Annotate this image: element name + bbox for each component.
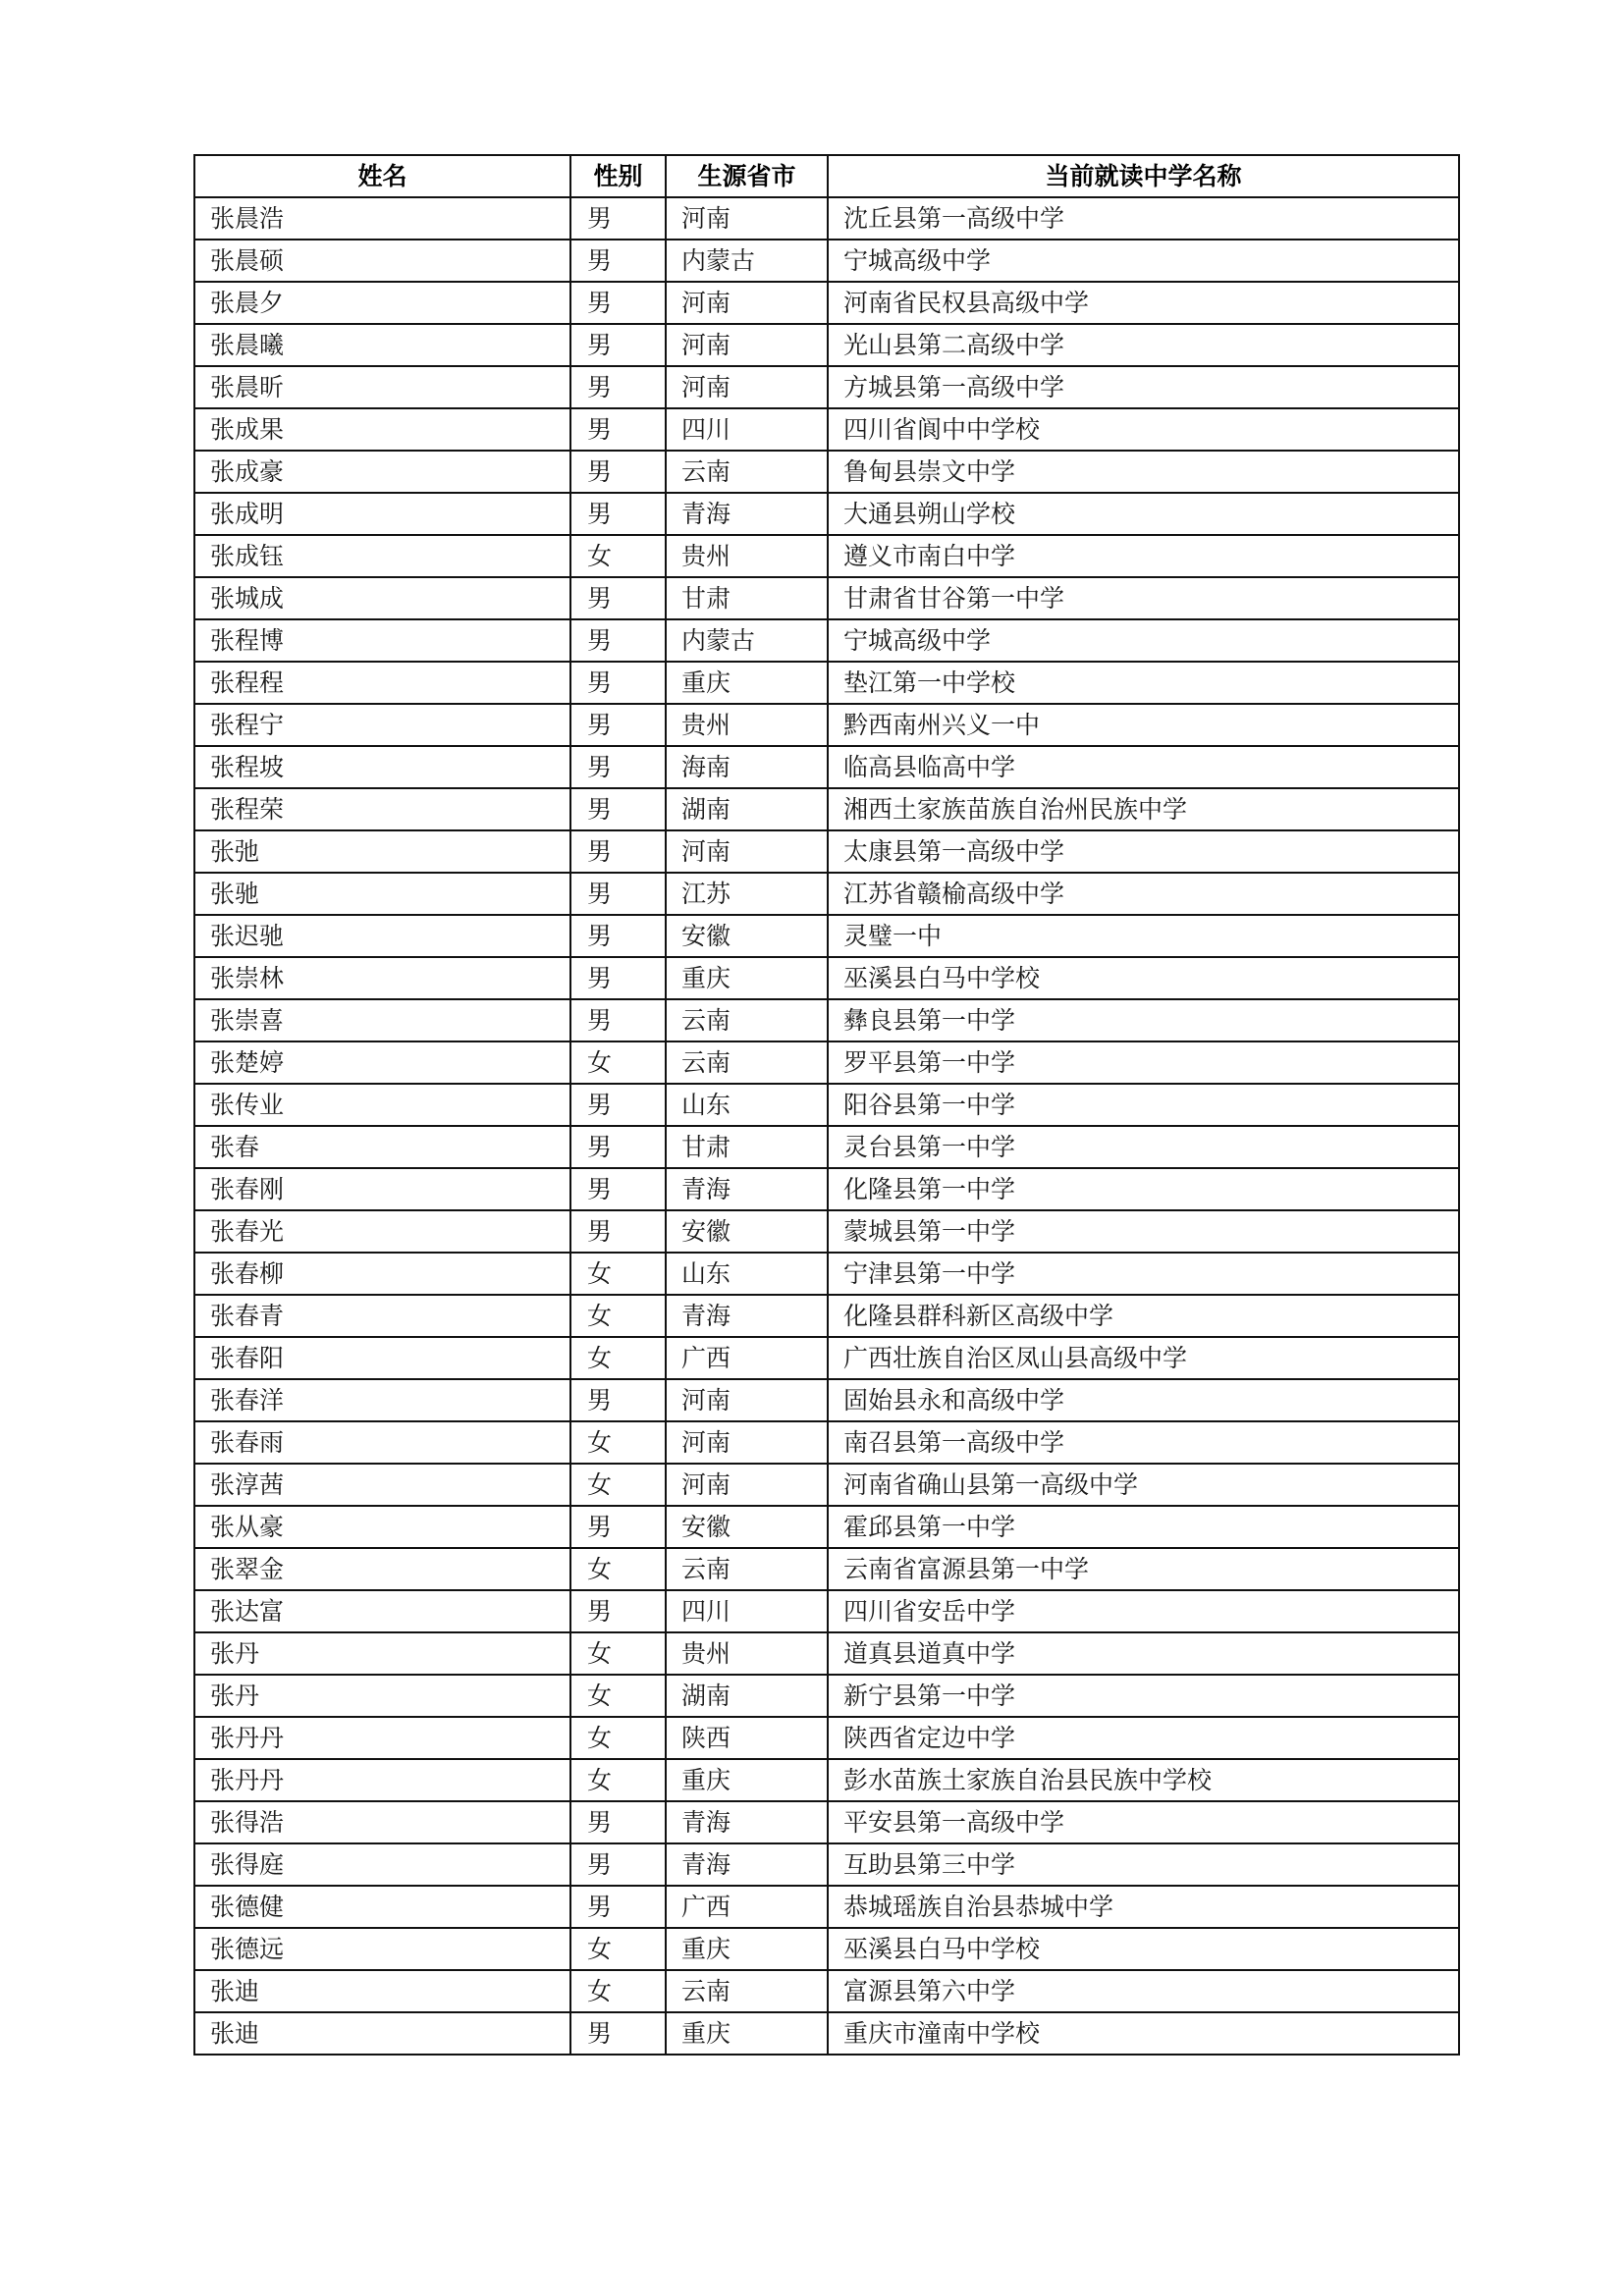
cell-gender: 男: [570, 704, 666, 746]
table-row: [194, 1928, 1459, 1970]
table-row: [194, 830, 1459, 873]
cell-name: 张淳茜: [194, 1464, 570, 1506]
cell-name: 张崇林: [194, 957, 570, 999]
cell-gender: 女: [570, 1041, 666, 1084]
cell-province: 陕西: [666, 1717, 828, 1759]
cell-province: 河南: [666, 1464, 828, 1506]
cell-school: 巫溪县白马中学校: [828, 957, 1459, 999]
table-row: [194, 1421, 1459, 1464]
table-body: [194, 197, 1459, 2055]
cell-province: 云南: [666, 1548, 828, 1590]
cell-school: 罗平县第一中学: [828, 1041, 1459, 1084]
cell-name: 张丹丹: [194, 1717, 570, 1759]
cell-gender: 男: [570, 493, 666, 535]
table-row: [194, 915, 1459, 957]
table-row: [194, 873, 1459, 915]
table-row: [194, 999, 1459, 1041]
cell-province: 江苏: [666, 873, 828, 915]
table-row: [194, 1759, 1459, 1801]
cell-province: 甘肃: [666, 577, 828, 619]
cell-province: 贵州: [666, 1632, 828, 1675]
table-header-row: [194, 155, 1459, 197]
table-row: [194, 1590, 1459, 1632]
cell-province: 河南: [666, 1379, 828, 1421]
cell-school: 鲁甸县崇文中学: [828, 451, 1459, 493]
cell-province: 河南: [666, 830, 828, 873]
student-roster-table: [193, 154, 1460, 2056]
cell-province: 四川: [666, 408, 828, 451]
cell-name: 张翠金: [194, 1548, 570, 1590]
cell-gender: 男: [570, 1126, 666, 1168]
cell-name: 张成明: [194, 493, 570, 535]
table-row: [194, 1337, 1459, 1379]
table-row: [194, 704, 1459, 746]
cell-school: 河南省民权县高级中学: [828, 282, 1459, 324]
table-row: [194, 282, 1459, 324]
cell-province: 贵州: [666, 535, 828, 577]
cell-province: 安徽: [666, 1210, 828, 1253]
cell-gender: 女: [570, 1717, 666, 1759]
cell-school: 陕西省定边中学: [828, 1717, 1459, 1759]
cell-province: 青海: [666, 1801, 828, 1843]
cell-gender: 男: [570, 1210, 666, 1253]
cell-school: 沈丘县第一高级中学: [828, 197, 1459, 240]
cell-school: 道真县道真中学: [828, 1632, 1459, 1675]
cell-name: 张程坡: [194, 746, 570, 788]
header-gender: 性别: [570, 155, 666, 197]
cell-school: 恭城瑶族自治县恭城中学: [828, 1886, 1459, 1928]
cell-name: 张春阳: [194, 1337, 570, 1379]
cell-school: 临高县临高中学: [828, 746, 1459, 788]
cell-school: 巫溪县白马中学校: [828, 1928, 1459, 1970]
cell-gender: 男: [570, 1590, 666, 1632]
cell-name: 张得浩: [194, 1801, 570, 1843]
table-row: [194, 1379, 1459, 1421]
cell-school: 方城县第一高级中学: [828, 366, 1459, 408]
cell-province: 重庆: [666, 2012, 828, 2055]
cell-gender: 女: [570, 1632, 666, 1675]
cell-name: 张春光: [194, 1210, 570, 1253]
cell-province: 广西: [666, 1337, 828, 1379]
cell-school: 江苏省赣榆高级中学: [828, 873, 1459, 915]
cell-gender: 男: [570, 282, 666, 324]
cell-gender: 男: [570, 408, 666, 451]
cell-gender: 男: [570, 830, 666, 873]
cell-province: 河南: [666, 1421, 828, 1464]
cell-name: 张程程: [194, 662, 570, 704]
table-row: [194, 451, 1459, 493]
table-row: [194, 1295, 1459, 1337]
cell-gender: 女: [570, 1295, 666, 1337]
cell-school: 灵台县第一中学: [828, 1126, 1459, 1168]
table-row: [194, 1210, 1459, 1253]
cell-gender: 男: [570, 577, 666, 619]
table-row: [194, 1506, 1459, 1548]
cell-name: 张德远: [194, 1928, 570, 1970]
cell-school: 平安县第一高级中学: [828, 1801, 1459, 1843]
cell-gender: 女: [570, 1548, 666, 1590]
cell-name: 张传业: [194, 1084, 570, 1126]
cell-province: 青海: [666, 1168, 828, 1210]
table-row: [194, 240, 1459, 282]
table-row: [194, 1041, 1459, 1084]
cell-school: 蒙城县第一中学: [828, 1210, 1459, 1253]
cell-school: 大通县朔山学校: [828, 493, 1459, 535]
cell-province: 重庆: [666, 1759, 828, 1801]
cell-gender: 女: [570, 535, 666, 577]
cell-name: 张崇喜: [194, 999, 570, 1041]
cell-gender: 男: [570, 1084, 666, 1126]
table-row: [194, 408, 1459, 451]
cell-gender: 男: [570, 957, 666, 999]
cell-province: 山东: [666, 1084, 828, 1126]
cell-school: 富源县第六中学: [828, 1970, 1459, 2012]
cell-school: 四川省阆中中学校: [828, 408, 1459, 451]
cell-province: 山东: [666, 1253, 828, 1295]
cell-province: 青海: [666, 1295, 828, 1337]
cell-gender: 男: [570, 451, 666, 493]
cell-name: 张迪: [194, 2012, 570, 2055]
cell-name: 张迪: [194, 1970, 570, 2012]
cell-province: 贵州: [666, 704, 828, 746]
table-row: [194, 1126, 1459, 1168]
cell-school: 广西壮族自治区凤山县高级中学: [828, 1337, 1459, 1379]
cell-province: 内蒙古: [666, 619, 828, 662]
cell-school: 太康县第一高级中学: [828, 830, 1459, 873]
cell-name: 张德健: [194, 1886, 570, 1928]
table-row: [194, 324, 1459, 366]
cell-school: 化隆县群科新区高级中学: [828, 1295, 1459, 1337]
cell-gender: 男: [570, 746, 666, 788]
cell-name: 张春雨: [194, 1421, 570, 1464]
cell-province: 甘肃: [666, 1126, 828, 1168]
cell-school: 化隆县第一中学: [828, 1168, 1459, 1210]
cell-name: 张弛: [194, 830, 570, 873]
cell-name: 张晨曦: [194, 324, 570, 366]
cell-name: 张丹: [194, 1632, 570, 1675]
cell-gender: 男: [570, 324, 666, 366]
cell-name: 张春洋: [194, 1379, 570, 1421]
cell-name: 张丹丹: [194, 1759, 570, 1801]
table-row: [194, 493, 1459, 535]
cell-gender: 女: [570, 1928, 666, 1970]
cell-name: 张迟驰: [194, 915, 570, 957]
cell-gender: 男: [570, 915, 666, 957]
cell-gender: 男: [570, 873, 666, 915]
table-row: [194, 1548, 1459, 1590]
table-row: [194, 746, 1459, 788]
table-row: [194, 619, 1459, 662]
table-row: [194, 1168, 1459, 1210]
cell-school: 重庆市潼南中学校: [828, 2012, 1459, 2055]
cell-name: 张春青: [194, 1295, 570, 1337]
cell-name: 张驰: [194, 873, 570, 915]
cell-province: 河南: [666, 197, 828, 240]
cell-province: 云南: [666, 1041, 828, 1084]
cell-gender: 男: [570, 366, 666, 408]
cell-gender: 女: [570, 1421, 666, 1464]
cell-province: 青海: [666, 1843, 828, 1886]
cell-gender: 男: [570, 197, 666, 240]
cell-province: 青海: [666, 493, 828, 535]
cell-school: 黔西南州兴义一中: [828, 704, 1459, 746]
cell-gender: 男: [570, 1379, 666, 1421]
table-row: [194, 662, 1459, 704]
cell-school: 垫江第一中学校: [828, 662, 1459, 704]
cell-school: 甘肃省甘谷第一中学: [828, 577, 1459, 619]
table-row: [194, 1084, 1459, 1126]
header-province: 生源省市: [666, 155, 828, 197]
cell-name: 张春: [194, 1126, 570, 1168]
table-row: [194, 1632, 1459, 1675]
cell-province: 云南: [666, 999, 828, 1041]
table-row: [194, 1970, 1459, 2012]
cell-province: 重庆: [666, 1928, 828, 1970]
cell-gender: 男: [570, 662, 666, 704]
cell-gender: 女: [570, 1253, 666, 1295]
table-row: [194, 366, 1459, 408]
table-row: [194, 1886, 1459, 1928]
cell-gender: 女: [570, 1675, 666, 1717]
cell-province: 内蒙古: [666, 240, 828, 282]
cell-school: 彝良县第一中学: [828, 999, 1459, 1041]
cell-province: 安徽: [666, 915, 828, 957]
cell-school: 云南省富源县第一中学: [828, 1548, 1459, 1590]
cell-school: 南召县第一高级中学: [828, 1421, 1459, 1464]
cell-school: 宁城高级中学: [828, 619, 1459, 662]
table-row: [194, 197, 1459, 240]
cell-name: 张成果: [194, 408, 570, 451]
cell-gender: 女: [570, 1759, 666, 1801]
cell-province: 重庆: [666, 957, 828, 999]
cell-school: 互助县第三中学: [828, 1843, 1459, 1886]
cell-gender: 男: [570, 1843, 666, 1886]
table-row: [194, 1717, 1459, 1759]
cell-gender: 男: [570, 1168, 666, 1210]
cell-name: 张得庭: [194, 1843, 570, 1886]
table-row: [194, 1464, 1459, 1506]
cell-province: 广西: [666, 1886, 828, 1928]
cell-province: 河南: [666, 324, 828, 366]
table-row: [194, 2012, 1459, 2055]
cell-gender: 女: [570, 1337, 666, 1379]
cell-school: 遵义市南白中学: [828, 535, 1459, 577]
cell-gender: 男: [570, 1801, 666, 1843]
cell-school: 四川省安岳中学: [828, 1590, 1459, 1632]
cell-school: 光山县第二高级中学: [828, 324, 1459, 366]
cell-name: 张晨夕: [194, 282, 570, 324]
table-row: [194, 535, 1459, 577]
cell-school: 新宁县第一中学: [828, 1675, 1459, 1717]
cell-name: 张晨浩: [194, 197, 570, 240]
cell-gender: 女: [570, 1464, 666, 1506]
table-row: [194, 957, 1459, 999]
cell-name: 张晨昕: [194, 366, 570, 408]
cell-province: 湖南: [666, 1675, 828, 1717]
cell-province: 河南: [666, 366, 828, 408]
cell-name: 张城成: [194, 577, 570, 619]
cell-name: 张丹: [194, 1675, 570, 1717]
cell-name: 张成豪: [194, 451, 570, 493]
cell-name: 张晨硕: [194, 240, 570, 282]
table-row: [194, 1801, 1459, 1843]
cell-province: 安徽: [666, 1506, 828, 1548]
cell-school: 固始县永和高级中学: [828, 1379, 1459, 1421]
cell-name: 张从豪: [194, 1506, 570, 1548]
cell-gender: 男: [570, 1506, 666, 1548]
table-row: [194, 1843, 1459, 1886]
cell-gender: 男: [570, 2012, 666, 2055]
cell-name: 张春刚: [194, 1168, 570, 1210]
cell-school: 灵璧一中: [828, 915, 1459, 957]
cell-province: 湖南: [666, 788, 828, 830]
cell-name: 张达富: [194, 1590, 570, 1632]
cell-province: 云南: [666, 1970, 828, 2012]
cell-name: 张程博: [194, 619, 570, 662]
cell-province: 重庆: [666, 662, 828, 704]
cell-school: 彭水苗族土家族自治县民族中学校: [828, 1759, 1459, 1801]
cell-province: 河南: [666, 282, 828, 324]
cell-province: 云南: [666, 451, 828, 493]
header-school: 当前就读中学名称: [828, 155, 1459, 197]
cell-gender: 男: [570, 1886, 666, 1928]
cell-school: 宁城高级中学: [828, 240, 1459, 282]
table-row: [194, 1253, 1459, 1295]
cell-school: 湘西土家族苗族自治州民族中学: [828, 788, 1459, 830]
cell-school: 河南省确山县第一高级中学: [828, 1464, 1459, 1506]
header-name: 姓名: [194, 155, 570, 197]
table-row: [194, 577, 1459, 619]
cell-gender: 男: [570, 240, 666, 282]
cell-province: 海南: [666, 746, 828, 788]
cell-school: 霍邱县第一中学: [828, 1506, 1459, 1548]
cell-school: 阳谷县第一中学: [828, 1084, 1459, 1126]
cell-gender: 男: [570, 619, 666, 662]
cell-gender: 男: [570, 788, 666, 830]
cell-gender: 女: [570, 1970, 666, 2012]
cell-name: 张楚婷: [194, 1041, 570, 1084]
table-row: [194, 788, 1459, 830]
table-row: [194, 1675, 1459, 1717]
cell-name: 张成钰: [194, 535, 570, 577]
cell-name: 张春柳: [194, 1253, 570, 1295]
cell-school: 宁津县第一中学: [828, 1253, 1459, 1295]
cell-province: 四川: [666, 1590, 828, 1632]
cell-gender: 男: [570, 999, 666, 1041]
cell-name: 张程宁: [194, 704, 570, 746]
cell-name: 张程荣: [194, 788, 570, 830]
